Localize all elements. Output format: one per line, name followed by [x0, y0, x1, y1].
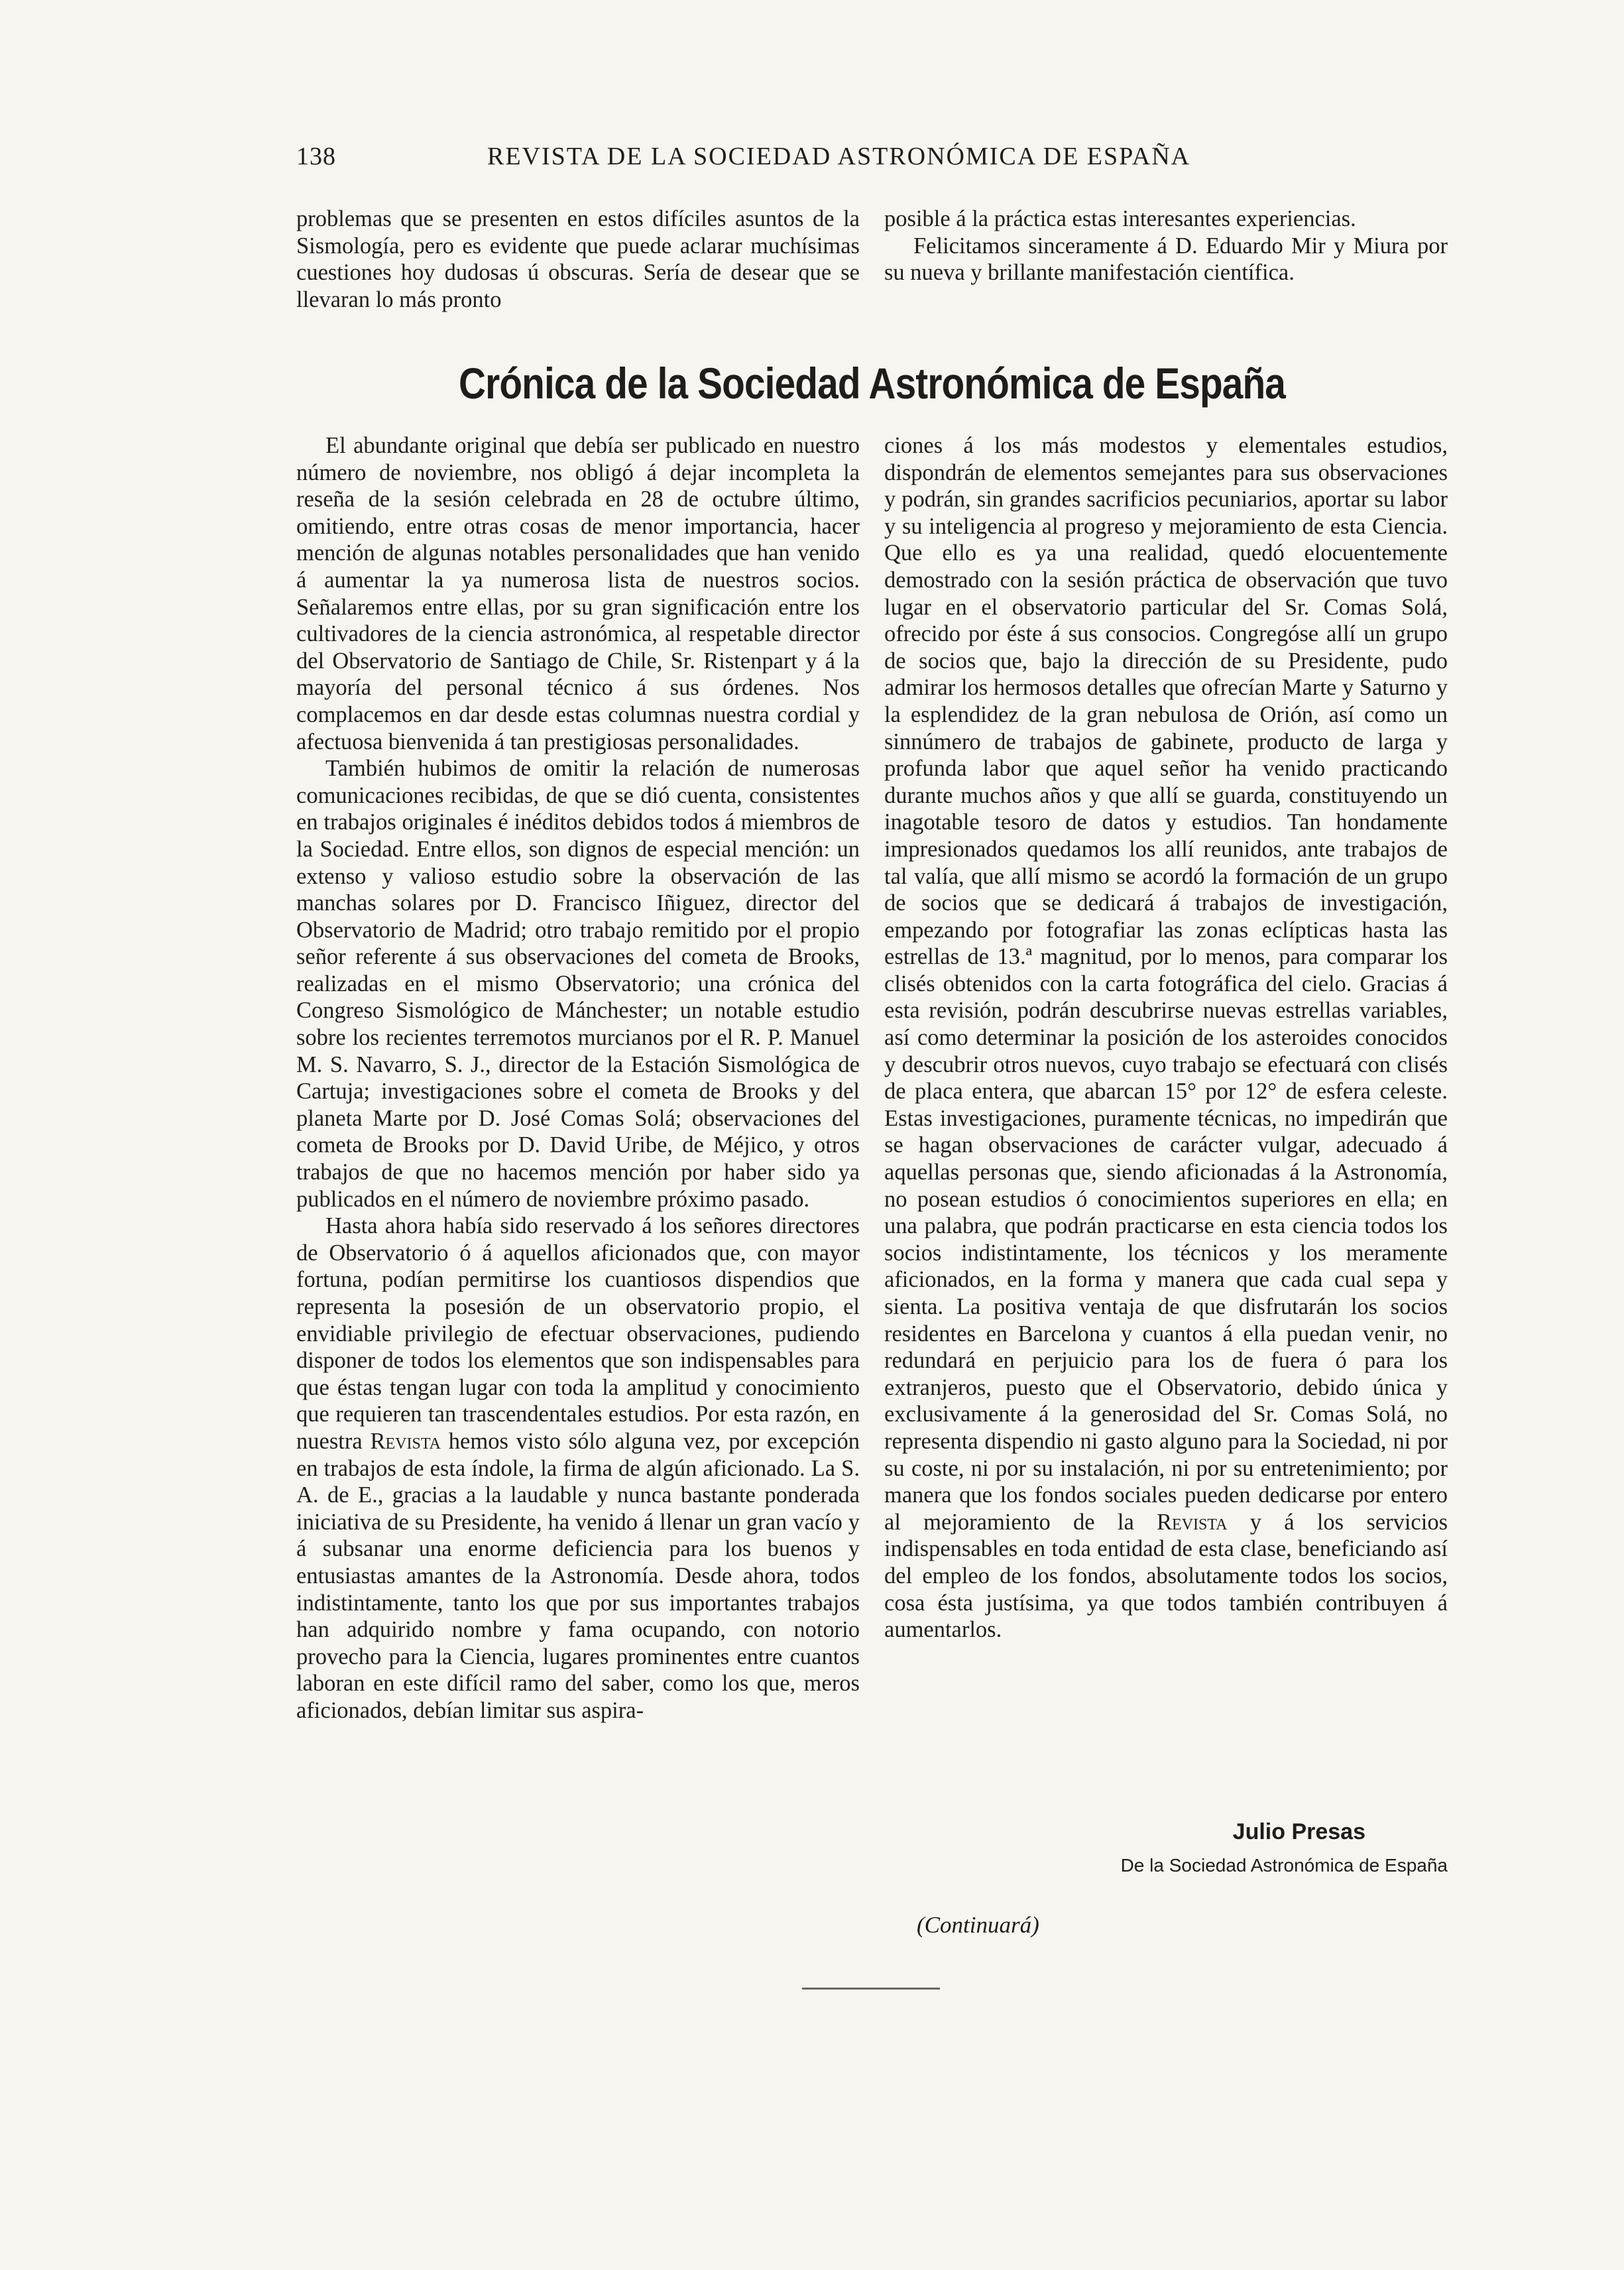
paragraph-text: Hasta ahora había sido reservado á los señores directores de Observatorio ó á aquellos aficionados que, con mayor fortuna, podían permitirse los cuantiosos dispendios que representa la posesión de un observatorio propio, el envidiable privilegio de efectuar observaciones, pudiendo disponer de todos los elementos que son indispensables para que éstas tengan lugar con toda la amplitud y conocimiento que requieren tan trascendentales estudios. Por esta razón, en nuestra [296, 1213, 860, 1454]
article-paragraph: El abundante original que debía ser publicado en nuestro número de noviembre, nos obligó á dejar incompleta la reseña de la sesión celebrada en 28 de octubre último, omitiendo, entre otras cosas de menor importancia, hacer mención de algunas notables personalidades que han venido á aumentar la ya numerosa lista de nuestros socios. Señalaremos entre ellas, por su gran significación entre los cultivadores de la ciencia astronómica, al respetable director del Observatorio de Santiago de Chile, Sr. Ristenpart y á la mayoría del personal técnico á sus órdenes. Nos complacemos en dar desde estas columnas nuestra cordial y afectuosa bienvenida á tan prestigiosas personalidades. [296, 433, 860, 754]
author-name: Julio Presas [1232, 1819, 1365, 1844]
running-title: REVISTA DE LA SOCIEDAD ASTRONÓMICA DE ESPAÑA [487, 143, 1191, 170]
previous-article-end-left [296, 206, 860, 313]
paragraph-text: y á los servicios indispensables en toda entidad de esta clase, beneficiando así del empleo de los fondos, absolutamente todos los socios, cosa ésta justísima, ya que todos también contribuyen á aumentarlos. [884, 1509, 1448, 1643]
continued-note: (Continuará) [917, 1912, 1039, 1938]
closing-rule [802, 1988, 940, 1990]
journal-name: Revista [1157, 1509, 1228, 1535]
previous-article-text: problemas que se presenten en estos difíciles asuntos de la Sismología, pero es evidente que puede aclarar muchísimas cuestiones hoy dudosas ú obscuras. Sería de desear que se llevaran lo más pronto [296, 206, 860, 312]
paragraph-text: ciones á los más modestos y elementales estudios, dispondrán de elementos semejantes para sus observaciones y podrán, sin grandes sacrificios pecuniarios, aportar su labor y su inteligencia al progreso y mejoramiento de esta Ciencia. Que ello es ya una realidad, quedó elocuentemente demostrado con la sesión práctica de observación que tuvo lugar en el observatorio particular del Sr. Comas Solá, ofrecido por éste á sus consocios. Congregóse allí un grupo de socios que, bajo la dirección de su Presidente, pudo admirar los hermosos detalles que ofrecían Marte y Saturno y la esplendidez de la gran nebulosa de Orión, así como un sinnúmero de trabajos de gabinete, producto de larga y profunda labor que aquel señor ha venido practicando durante muchos años y que allí se guarda, constituyendo un inagotable tesoro de datos y estudios. Tan hondamente impresionados quedamos los allí reunidos, ante trabajos de tal valía, que allí mismo se acordó la formación de un grupo de socios que se dedicará á trabajos de investigación, empezando por fotografiar las zonas eclípticas hasta las estrellas de 13.ª magnitud, por lo menos, para comparar los clisés obtenidos con la carta fotográfica del cielo. Gracias á esta revisión, podrán descubrirse nuevas estrellas variables, así como determinar la posición de los asteroides conocidos y descubrir otros nuevos, cuyo trabajo se efectuará con clisés de placa entera, que abarcan 15° por 12° de esfera celeste. Estas investigaciones, puramente técnicas, no impedirán que se hagan observaciones de carácter vulgar, adecuado á aquellas personas que, siendo aficionadas á la Astronomía, no posean estudios ó conocimientos superiores en ella; en una palabra, que podrán practicarse en esta ciencia todos los socios indistintamente, los técnicos y los meramente aficionados, en la forma y manera que cada cual sepa y sienta. La positiva ventaja de que disfrutarán los socios residentes en Barcelona y cuantos á ella puedan venir, no redundará en perjuicio para los de fuera ó para los extranjeros, puesto que el Observatorio, debido única y exclusivamente á la generosidad del Sr. Comas Solá, no representa dispendio ni gasto alguno para la Sociedad, ni por su coste, ni por su instalación, ni por su entretenimiento; por manera que los fondos sociales pueden dedicarse por entero al mejoramiento de la [884, 433, 1448, 1535]
page-number: 138 [296, 143, 336, 170]
previous-article-text: posible á la práctica estas interesantes experiencias. [884, 206, 1356, 231]
article-paragraph [296, 1213, 860, 1724]
journal-name: Revista [370, 1428, 441, 1454]
article-column-right [884, 432, 1448, 1643]
author-affiliation: De la Sociedad Astronómica de España [1120, 1855, 1448, 1876]
article-title: Crónica de la Sociedad Astronómica de España [459, 359, 1285, 408]
article-paragraph [884, 432, 1448, 1643]
article-paragraph: También hubimos de omitir la relación de numerosas comunicaciones recibidas, de que se dió cuenta, consistentes en trabajos originales é inéditos debidos todos á miembros de la Sociedad. Entre ellos, son dignos de especial mención: un extenso y valioso estudio sobre la observación de las manchas solares por D. Francisco Iñiguez, director del Observatorio de Madrid; otro trabajo remitido por el propio señor referente á sus observaciones del cometa de Brooks, realizadas en el mismo Observatorio; una crónica del Congreso Sismológico de Mánchester; un notable estudio sobre los recientes terremotos murcianos por el R. P. Manuel M. S. Navarro, S. J., director de la Estación Sismológica de Cartuja; investigaciones sobre el cometa de Brooks y del planeta Marte por D. José Comas Solá; observaciones del cometa de Brooks por D. David Uribe, de Méjico, y otros trabajos de que no hacemos mención por haber sido ya publicados en el número de noviembre próximo pasado. [296, 756, 860, 1212]
article-column-left [296, 432, 860, 1724]
previous-article-text: Felicitamos sinceramente á D. Eduardo Mir y Miura por su nueva y brillante manifestación científica. [884, 233, 1448, 286]
page-header [296, 142, 1448, 182]
previous-article-end-right [884, 206, 1448, 286]
paragraph-text: hemos visto sólo alguna vez, por excepción en trabajos de esta índole, la firma de algún aficionado. La S. A. de E., gracias a la laudable y nunca bastante ponderada iniciativa de su Presidente, ha venido á llenar un gran vacío y á subsanar una enorme deficiencia para los buenos y entusiastas amantes de la Astronomía. Desde ahora, todos indistintamente, tanto los que por sus importantes trabajos han adquirido nombre y fama ocupando, con notorio provecho para la Ciencia, lugares prominentes entre cuantos laboran en este difícil ramo del saber, como los que, meros aficionados, debían limitar sus aspira- [296, 1428, 860, 1723]
